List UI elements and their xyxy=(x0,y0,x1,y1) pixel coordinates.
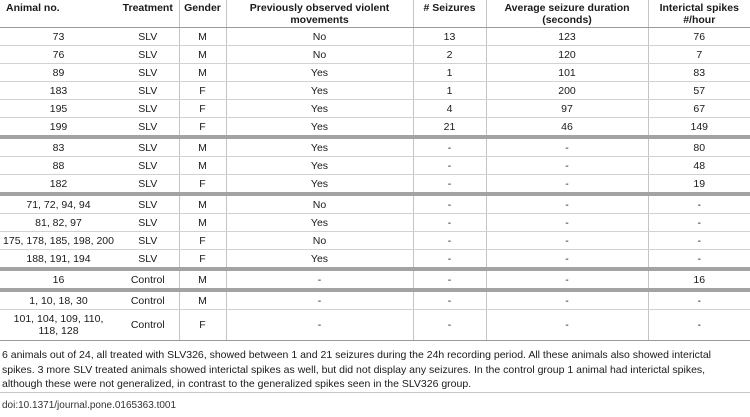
cell-avg-duration: - xyxy=(486,269,648,290)
cell-animal-no: 199 xyxy=(0,118,117,138)
cell-treatment: SLV xyxy=(117,137,179,157)
cell-gender: M xyxy=(179,137,226,157)
cell-gender: M xyxy=(179,46,226,64)
header-row xyxy=(0,0,750,28)
table-row xyxy=(0,137,750,157)
cell-violent-movements: Yes xyxy=(226,82,413,100)
cell-violent-movements: - xyxy=(226,269,413,290)
cell-violent-movements: - xyxy=(226,290,413,310)
table-caption xyxy=(2,348,748,392)
cell-avg-duration: 120 xyxy=(486,46,648,64)
cell-interictal-spikes: 149 xyxy=(648,118,750,138)
table-row xyxy=(0,28,750,46)
cell-violent-movements: Yes xyxy=(226,157,413,175)
cell-gender: M xyxy=(179,194,226,214)
cell-animal-no: 73 xyxy=(0,28,117,46)
cell-animal-no: 175, 178, 185, 198, 200 xyxy=(0,232,117,250)
cell-treatment: SLV xyxy=(117,82,179,100)
cell-animal-no: 183 xyxy=(0,82,117,100)
cell-gender: M xyxy=(179,64,226,82)
cell-avg-duration: 123 xyxy=(486,28,648,46)
cell-seizures: - xyxy=(413,232,486,250)
cell-violent-movements: Yes xyxy=(226,175,413,195)
table-row xyxy=(0,175,750,195)
cell-interictal-spikes: - xyxy=(648,194,750,214)
cell-interictal-spikes: - xyxy=(648,250,750,270)
table-row xyxy=(0,100,750,118)
table-row xyxy=(0,64,750,82)
table-row xyxy=(0,214,750,232)
cell-gender: F xyxy=(179,175,226,195)
cell-seizures: 1 xyxy=(413,82,486,100)
cell-treatment: SLV xyxy=(117,28,179,46)
cell-animal-no: 195 xyxy=(0,100,117,118)
cell-avg-duration: - xyxy=(486,157,648,175)
cell-avg-duration: 46 xyxy=(486,118,648,138)
cell-gender: M xyxy=(179,214,226,232)
cell-gender: F xyxy=(179,250,226,270)
table-row xyxy=(0,82,750,100)
cell-seizures: 13 xyxy=(413,28,486,46)
table-row xyxy=(0,194,750,214)
cell-gender: F xyxy=(179,118,226,138)
header-interictal-spikes: Interictal spikes #/hour xyxy=(648,0,750,28)
cell-treatment: SLV xyxy=(117,194,179,214)
header-seizures: # Seizures xyxy=(413,0,486,28)
cell-animal-no: 182 xyxy=(0,175,117,195)
cell-gender: F xyxy=(179,232,226,250)
cell-interictal-spikes: 67 xyxy=(648,100,750,118)
cell-animal-no: 1, 10, 18, 30 xyxy=(0,290,117,310)
cell-avg-duration: - xyxy=(486,194,648,214)
header-gender: Gender xyxy=(179,0,226,28)
cell-treatment: Control xyxy=(117,290,179,310)
cell-seizures: - xyxy=(413,194,486,214)
cell-avg-duration: - xyxy=(486,214,648,232)
cell-seizures: 2 xyxy=(413,46,486,64)
cell-gender: F xyxy=(179,82,226,100)
cell-avg-duration: - xyxy=(486,232,648,250)
cell-avg-duration: - xyxy=(486,310,648,341)
cell-interictal-spikes: 83 xyxy=(648,64,750,82)
doi-text: doi:10.1371/journal.pone.0165363.t001 xyxy=(2,400,177,411)
table-row xyxy=(0,46,750,64)
cell-interictal-spikes: - xyxy=(648,232,750,250)
table-row xyxy=(0,310,750,341)
cell-avg-duration: - xyxy=(486,290,648,310)
caption-line: spikes. 3 more SLV treated animals showed interictal spikes as well, but did not display any seizures. In the control group 1 animal had interictal spikes, xyxy=(2,363,706,376)
cell-seizures: - xyxy=(413,175,486,195)
cell-animal-no: 101, 104, 109, 110, 118, 128 xyxy=(0,310,117,341)
cell-seizures: - xyxy=(413,157,486,175)
cell-violent-movements: Yes xyxy=(226,64,413,82)
cell-avg-duration: - xyxy=(486,175,648,195)
header-animal-no: Animal no. xyxy=(0,0,117,28)
cell-seizures: - xyxy=(413,250,486,270)
cell-treatment: Control xyxy=(117,310,179,341)
cell-seizures: - xyxy=(413,214,486,232)
cell-seizures: 1 xyxy=(413,64,486,82)
table-row xyxy=(0,269,750,290)
cell-treatment: SLV xyxy=(117,157,179,175)
cell-animal-no: 71, 72, 94, 94 xyxy=(0,194,117,214)
cell-interictal-spikes: 76 xyxy=(648,28,750,46)
cell-treatment: SLV xyxy=(117,232,179,250)
cell-treatment: SLV xyxy=(117,250,179,270)
cell-treatment: SLV xyxy=(117,214,179,232)
cell-gender: M xyxy=(179,157,226,175)
table-row xyxy=(0,290,750,310)
header-treatment: Treatment xyxy=(117,0,179,28)
cell-avg-duration: 200 xyxy=(486,82,648,100)
cell-gender: M xyxy=(179,269,226,290)
cell-violent-movements: No xyxy=(226,232,413,250)
cell-violent-movements: Yes xyxy=(226,100,413,118)
cell-interictal-spikes: 16 xyxy=(648,269,750,290)
caption-line: although these were not generalized, in contrast to the generalized spikes seen in the SLV326 group. xyxy=(2,378,472,390)
cell-violent-movements: - xyxy=(226,310,413,341)
cell-avg-duration: 97 xyxy=(486,100,648,118)
cell-animal-no: 89 xyxy=(0,64,117,82)
cell-violent-movements: No xyxy=(226,194,413,214)
cell-gender: M xyxy=(179,28,226,46)
cell-treatment: SLV xyxy=(117,100,179,118)
cell-animal-no: 88 xyxy=(0,157,117,175)
cell-animal-no: 81, 82, 97 xyxy=(0,214,117,232)
cell-treatment: SLV xyxy=(117,118,179,138)
cell-violent-movements: No xyxy=(226,46,413,64)
cell-interictal-spikes: 19 xyxy=(648,175,750,195)
cell-violent-movements: Yes xyxy=(226,118,413,138)
cell-avg-duration: 101 xyxy=(486,64,648,82)
header-violent-movements: Previously observed violent movements xyxy=(226,0,413,28)
cell-interictal-spikes: - xyxy=(648,310,750,341)
cell-animal-no: 188, 191, 194 xyxy=(0,250,117,270)
cell-interictal-spikes: - xyxy=(648,214,750,232)
cell-treatment: SLV xyxy=(117,46,179,64)
caption-line: 6 animals out of 24, all treated with SLV326, showed between 1 and 21 seizures during the 24h recording period. All these animals also showed interictal xyxy=(2,349,711,361)
cell-gender: F xyxy=(179,100,226,118)
table-row xyxy=(0,250,750,270)
cell-violent-movements: No xyxy=(226,28,413,46)
header-avg-duration: Average seizure duration (seconds) xyxy=(486,0,648,28)
table-body xyxy=(0,28,750,341)
cell-avg-duration: - xyxy=(486,250,648,270)
table-row xyxy=(0,118,750,138)
cell-seizures: - xyxy=(413,310,486,341)
cell-interictal-spikes: - xyxy=(648,290,750,310)
cell-gender: F xyxy=(179,310,226,341)
cell-treatment: SLV xyxy=(117,64,179,82)
cell-interictal-spikes: 57 xyxy=(648,82,750,100)
cell-treatment: SLV xyxy=(117,175,179,195)
cell-violent-movements: Yes xyxy=(226,250,413,270)
cell-seizures: 21 xyxy=(413,118,486,138)
cell-animal-no: 76 xyxy=(0,46,117,64)
cell-seizures: - xyxy=(413,269,486,290)
cell-gender: M xyxy=(179,290,226,310)
cell-animal-no: 16 xyxy=(0,269,117,290)
cell-interictal-spikes: 80 xyxy=(648,137,750,157)
cell-seizures: - xyxy=(413,290,486,310)
cell-violent-movements: Yes xyxy=(226,137,413,157)
table-row xyxy=(0,232,750,250)
cell-animal-no: 83 xyxy=(0,137,117,157)
cell-seizures: - xyxy=(413,137,486,157)
cell-seizures: 4 xyxy=(413,100,486,118)
cell-avg-duration: - xyxy=(486,137,648,157)
cell-violent-movements: Yes xyxy=(226,214,413,232)
cell-interictal-spikes: 7 xyxy=(648,46,750,64)
table-row xyxy=(0,157,750,175)
cell-treatment: Control xyxy=(117,269,179,290)
cell-interictal-spikes: 48 xyxy=(648,157,750,175)
doi-divider xyxy=(0,392,750,393)
